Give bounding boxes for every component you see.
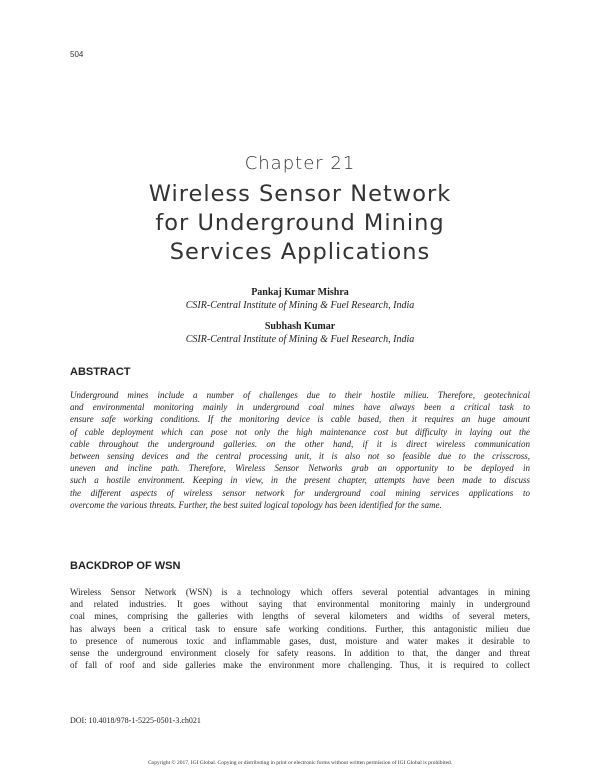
abstract-text (70, 389, 530, 511)
page-number: 504 (70, 50, 84, 59)
abstract-heading: ABSTRACT (70, 366, 131, 378)
backdrop-line: has always been a critical task to ensure safe working conditions. Further, this antagonistic milieu due (70, 623, 530, 634)
copyright-notice: Copyright © 2017, IGI Global. Copying or distributing in print or electronic forms without written permission of IGI Global is prohibited. (147, 760, 453, 766)
author-affiliation: CSIR-Central Institute of Mining & Fuel Research, India (185, 300, 415, 311)
abstract-line: such a hostile environment. Keeping in view, in the present chapter, attempts have been made to discuss (70, 475, 530, 486)
chapter-label: Chapter 21 (244, 153, 356, 174)
abstract-line: ensure safe working conditions. If the monitoring device is cable based, then it requires an huge amount (70, 414, 530, 425)
author-block (0, 320, 600, 346)
abstract-line: and environmental monitoring mainly in underground coal mines have always been a critical task to (70, 402, 530, 413)
chapter-title-line: for Underground Mining (155, 210, 445, 236)
author-block (0, 286, 600, 312)
doi-text: DOI: 10.4018/978-1-5225-0501-3.ch021 (70, 716, 201, 725)
abstract-line: cable throughout the underground galleries. on the other hand, if it is direct wireless communication (70, 438, 530, 449)
abstract-line: Underground mines include a number of challenges due to their hostile milieu. Therefore, geotechnical (70, 390, 530, 400)
abstract-line: of cable deployment which can pose not only the high maintenance cost but difficulty in laying out the (70, 426, 530, 437)
chapter-title-line: Wireless Sensor Network (148, 181, 452, 207)
chapter-title (0, 180, 600, 267)
author-name: Subhash Kumar (264, 321, 336, 332)
backdrop-heading: BACKDROP OF WSN (70, 560, 181, 572)
abstract-line: the different aspects of wireless sensor network for underground coal mining services applications to (70, 487, 530, 498)
author-name: Pankaj Kumar Mishra (251, 287, 349, 298)
backdrop-line: coal mines, comprising the galleries with lengths of several kilometers and widths of several meters, (70, 611, 530, 622)
backdrop-line: sense the underground environment closely for safety reasons. In addition to that, the danger and threat (70, 648, 530, 659)
backdrop-line: Wireless Sensor Network (WSN) is a technology which offers several potential advantages in mining (70, 587, 530, 597)
abstract-line: between sensing devices and the central processing unit, it is also not so feasible due to the crisscross, (70, 451, 530, 462)
backdrop-line: and related industries. It goes without saying that environmental monitoring mainly in underground (70, 599, 530, 610)
backdrop-line: of fall of roof and side galleries make the environment more challenging. Thus, it is required to collect (70, 660, 530, 671)
backdrop-text (70, 586, 530, 671)
abstract-line: overcome the various threats. Further, the best suited logical topology has been identified for the same. (70, 499, 442, 510)
chapter-title-line: Services Applications (169, 239, 431, 265)
backdrop-line: to presence of numerous toxic and inflammable gases, dust, moisture and water makes it desirable to (70, 635, 530, 646)
abstract-line: uneven and incline path. Therefore, Wireless Sensor Networks grab an opportunity to be deployed in (70, 463, 530, 474)
author-affiliation: CSIR-Central Institute of Mining & Fuel Research, India (185, 334, 415, 345)
